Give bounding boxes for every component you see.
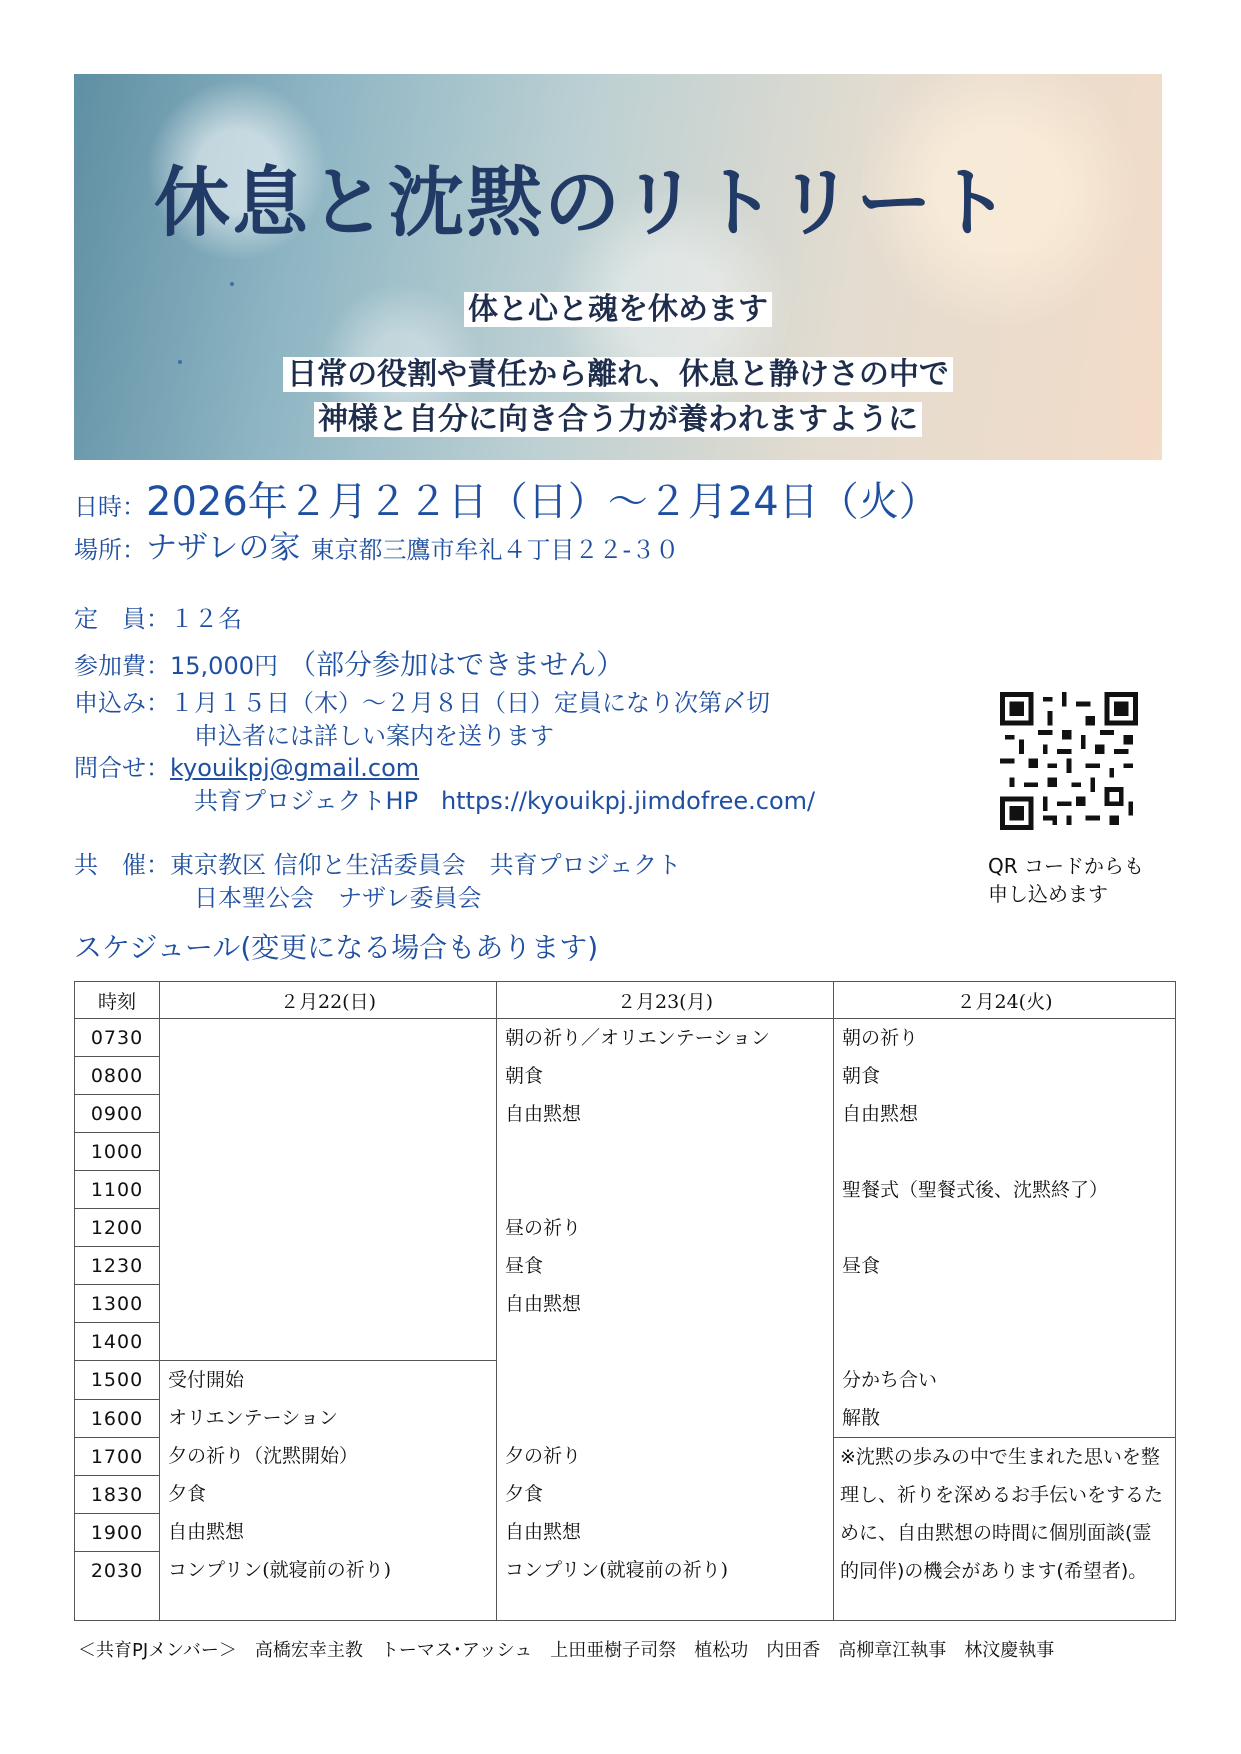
host-line-2: 日本聖公会 ナザレ委員会: [194, 884, 482, 912]
apply-row: [74, 683, 770, 718]
time-cell: 1000: [75, 1133, 160, 1171]
schedule-header-row: [75, 982, 1176, 1019]
schedule-item: 聖餐式（聖餐式後、沈黙終了）: [842, 1179, 1109, 1201]
schedule-item: オリエンテーション: [168, 1407, 338, 1429]
schedule-item: 夕食: [168, 1483, 207, 1505]
schedule-item: 分かち合い: [842, 1369, 938, 1391]
decor-dot: [178, 360, 182, 364]
schedule-title: スケジュール(変更になる場合もあります): [74, 931, 599, 964]
schedule-item: 朝食: [505, 1065, 544, 1087]
time-cell: 1300: [75, 1285, 160, 1323]
header-day-2: ２月23(月): [497, 982, 834, 1019]
schedule-item: 昼食: [505, 1255, 544, 1277]
schedule-item: 朝食: [842, 1065, 881, 1087]
contact-hp-label: 共育プロジェクトHP: [194, 787, 419, 815]
schedule-item: [834, 1323, 1175, 1361]
schedule-item: [497, 1133, 833, 1171]
schedule-item: 夕食: [505, 1483, 544, 1505]
apply-label: 申込み：: [74, 689, 170, 717]
schedule-table: [74, 981, 1176, 1621]
day-3-note: ※沈黙の歩みの中で生まれた思いを整理し、祈りを深めるお手伝いをするために、自由黙想の時間に個別面談(霊的同伴)の機会があります(希望者)。: [840, 1446, 1164, 1582]
time-cell: 1100: [75, 1171, 160, 1209]
capacity-row: [74, 599, 242, 634]
contact-hp-row: [194, 781, 815, 816]
time-cell: 1500: [75, 1361, 160, 1400]
schedule-item: [497, 1323, 833, 1361]
header-day-1: ２月22(日): [160, 982, 497, 1019]
qr-caption-line-2: 申し込めます: [988, 882, 1108, 906]
day-1-items: [160, 1361, 496, 1589]
time-cell: 1600: [75, 1400, 160, 1438]
contact-row: [74, 748, 419, 783]
schedule-item: [834, 1209, 1175, 1247]
schedule-item: 朝の祈り: [842, 1027, 919, 1049]
banner-line-1: 日常の役割や責任から離れ、休息と静けさの中で: [74, 349, 1162, 393]
schedule-item: 朝の祈り／オリエンテーション: [505, 1027, 770, 1049]
fee-note: （部分参加はできません）: [288, 648, 625, 681]
schedule-item: 解散: [842, 1407, 881, 1429]
members-footer: ＜共育PJメンバー＞ 高橋宏幸主教 トーマス･アッシュ 上田亜樹子司祭 植松功 内田香 高柳章江執事 林汶慶執事: [78, 1640, 1055, 1661]
schedule-item: コンプリン(就寝前の祈り): [168, 1559, 392, 1581]
schedule-item: 夕の祈り: [505, 1445, 582, 1467]
place-name: ナザレの家: [146, 530, 301, 566]
day-1-column: [160, 1361, 497, 1621]
header-day-3: ２月24(火): [834, 982, 1176, 1019]
date-value: 2026年２月２２日（日）～２月24日（火）: [146, 479, 939, 525]
qr-caption: [988, 852, 1144, 908]
date-label: 日時：: [74, 493, 146, 521]
schedule-item: [834, 1133, 1175, 1171]
schedule-item: 自由黙想: [168, 1521, 245, 1543]
page-title: 休息と沈黙のリトリート: [154, 158, 1012, 247]
day-1-morning-empty: [160, 1019, 497, 1361]
host-row: [74, 845, 681, 880]
day-3-note-cell: [834, 1438, 1176, 1621]
header-banner: [74, 74, 1162, 460]
contact-label: 問合せ：: [74, 754, 170, 782]
place-label: 場所：: [74, 536, 146, 564]
day-3-items: [834, 1019, 1175, 1437]
schedule-item: コンプリン(就寝前の祈り): [505, 1559, 729, 1581]
host-line-1: 東京教区 信仰と生活委員会 共育プロジェクト: [170, 851, 682, 879]
place-address: 東京都三鷹市牟礼４丁目２２-３０: [310, 536, 680, 564]
contact-email-link[interactable]: kyouikpj@gmail.com: [170, 754, 420, 782]
time-cell: 0800: [75, 1057, 160, 1095]
schedule-item: [497, 1361, 833, 1399]
schedule-item: 夕の祈り（沈黙開始）: [168, 1445, 359, 1467]
schedule-item: 昼の祈り: [505, 1217, 582, 1239]
capacity-value: １２名: [170, 605, 242, 633]
day-2-column: [497, 1019, 834, 1621]
day-3-column: [834, 1019, 1176, 1438]
schedule-item: [834, 1285, 1175, 1323]
time-cell: 1900: [75, 1514, 160, 1552]
schedule-item: 自由黙想: [505, 1293, 582, 1315]
time-cell: 1230: [75, 1247, 160, 1285]
schedule-item: 自由黙想: [505, 1521, 582, 1543]
time-cell: 0900: [75, 1095, 160, 1133]
time-cell: 1200: [75, 1209, 160, 1247]
decor-dot: [230, 282, 234, 286]
schedule-item: 自由黙想: [505, 1103, 582, 1125]
qr-code-icon[interactable]: [1000, 692, 1138, 830]
date-row: [74, 470, 939, 527]
schedule-item: [497, 1171, 833, 1209]
schedule-item: 昼食: [842, 1255, 881, 1277]
place-row: [74, 522, 679, 567]
banner-line-2: 神様と自分に向き合う力が養われますように: [74, 394, 1162, 438]
fee-label: 参加費：: [74, 652, 170, 680]
contact-hp-url[interactable]: https://kyouikpj.jimdofree.com/: [440, 787, 816, 815]
fee-value: 15,000円: [170, 652, 278, 680]
time-cell: 1400: [75, 1323, 160, 1361]
day-2-items: [497, 1019, 833, 1589]
time-cell: 2030: [75, 1552, 160, 1621]
time-cell: 0730: [75, 1019, 160, 1057]
capacity-label: 定 員：: [74, 605, 170, 633]
apply-value: １月１５日（木）～２月８日（日）定員になり次第〆切: [170, 689, 770, 717]
time-cell: 1830: [75, 1476, 160, 1514]
banner-subtitle: 体と心と魂を休めます: [74, 284, 1162, 328]
schedule-item: 自由黙想: [842, 1103, 919, 1125]
host-label: 共 催：: [74, 851, 170, 879]
schedule-item: 受付開始: [168, 1369, 245, 1391]
qr-caption-line-1: QR コードからも: [988, 854, 1144, 878]
schedule-item: [497, 1399, 833, 1437]
apply-note: 申込者には詳しい案内を送ります: [194, 722, 554, 750]
fee-row: [74, 643, 624, 683]
header-time: 時刻: [75, 982, 160, 1019]
time-cell: 1700: [75, 1438, 160, 1476]
